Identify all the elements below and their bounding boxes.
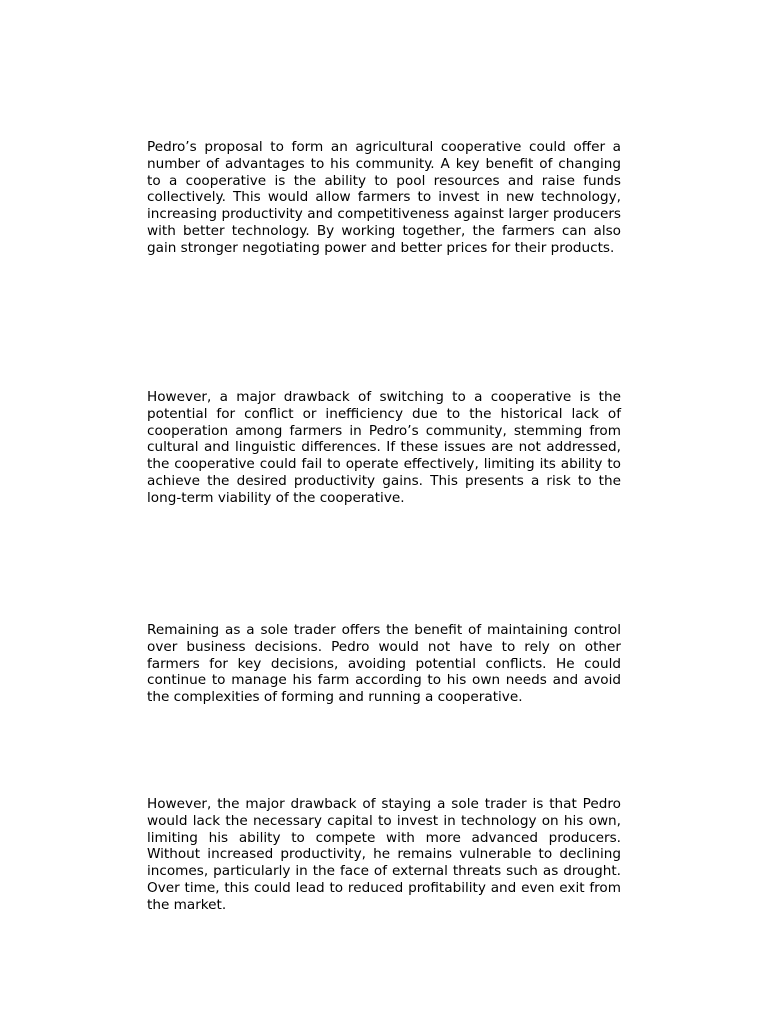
paragraph-cooperative-drawback: However, a major drawback of switching to a cooperative is the potential for conflict or inefficiency due to the historical lack of cooperation among farmers in Pedro’s community, stemming from cultural and linguistic differences. If these issues are not addressed, the cooperative could fail to operate effectively, limiting its ability to achieve the desired productivity gains. This presents a risk to the long-term viability of the cooperative. [147, 389, 621, 506]
paragraph-sole-trader-drawback: However, the major drawback of staying a sole trader is that Pedro would lack the necessary capital to invest in technology on his own, limiting his ability to compete with more advanced producers. Without increased productivity, he remains vulnerable to declining incomes, particularly in the face of external threats such as drought. Over time, this could lead to reduced profitability and even exit from the market. [147, 796, 621, 913]
paragraph-sole-trader-benefit: Remaining as a sole trader offers the benefit of maintaining control over business decisions. Pedro would not have to rely on other farmers for key decisions, avoiding potential conflicts. He could continue to manage his farm according to his own needs and avoid the complexities of forming and running a cooperative. [147, 622, 621, 705]
paragraph-cooperative-advantages: Pedro’s proposal to form an agricultural cooperative could offer a number of advantages to his community. A key benefit of changing to a cooperative is the ability to pool resources and raise funds collectively. This would allow farmers to invest in new technology, increasing productivity and competitiveness against larger producers with better technology. By working together, the farmers can also gain stronger negotiating power and better prices for their products. [147, 139, 621, 256]
